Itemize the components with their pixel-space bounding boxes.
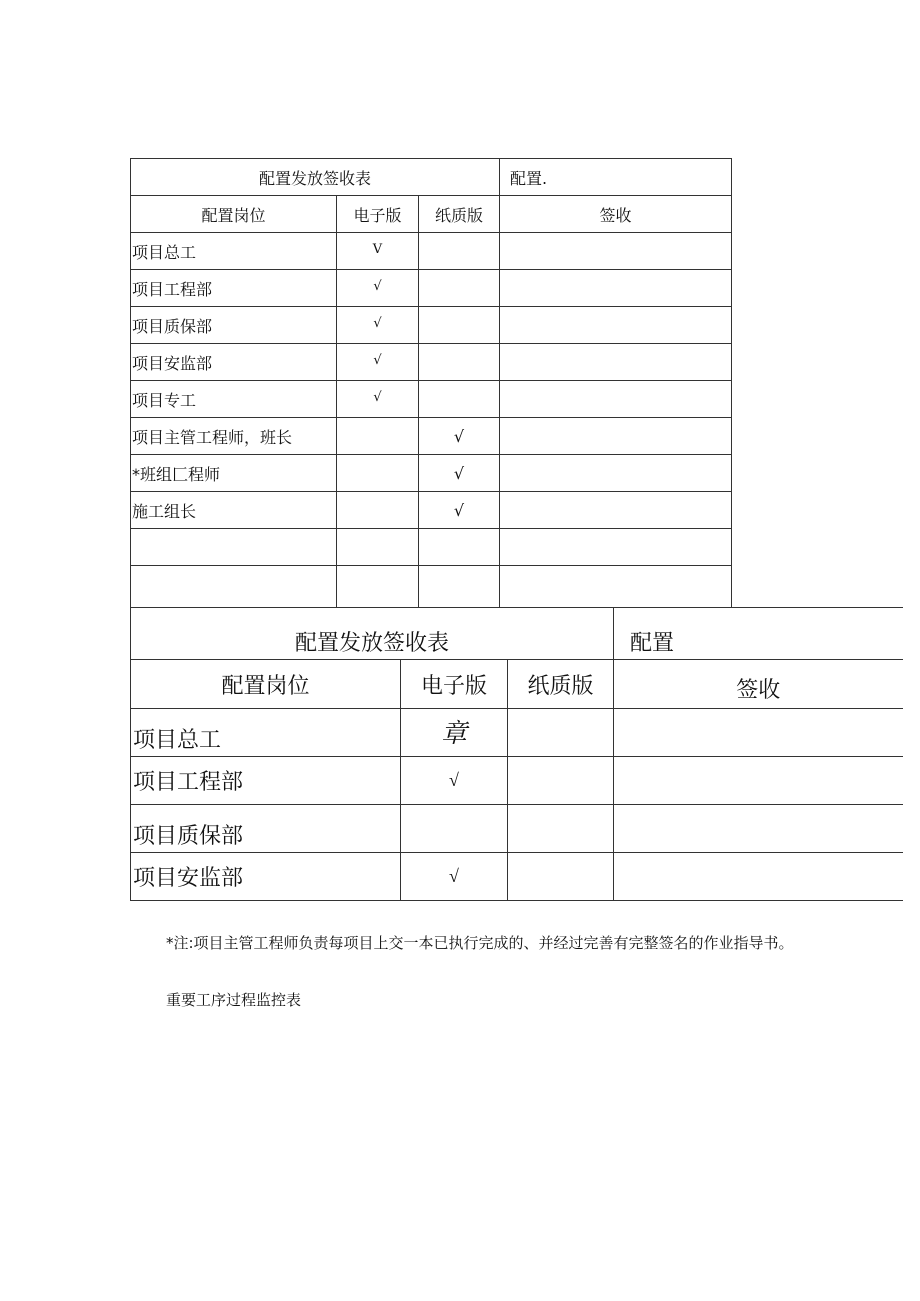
signoff-cell[interactable] [500,529,732,566]
position-cell: 项目质保部 [131,307,337,344]
signoff-cell[interactable] [500,381,732,418]
electronic-cell [337,455,419,492]
electronic-cell [337,529,419,566]
electronic-cell: √ [401,757,508,805]
paper-cell: √ [419,492,500,529]
config-label: 配置 [614,608,903,660]
header-signoff: 签收 [614,660,903,709]
electronic-cell: √ [337,270,419,307]
electronic-cell: √ [337,344,419,381]
paper-cell [508,709,614,757]
signoff-cell[interactable] [614,805,903,853]
position-cell: 项目专工 [131,381,337,418]
electronic-cell [401,805,508,853]
signoff-cell[interactable] [500,344,732,381]
header-position: 配置岗位 [131,660,401,709]
table-row [131,455,732,492]
paper-cell: √ [419,418,500,455]
position-cell [131,529,337,566]
table-row [131,529,732,566]
electronic-cell: √ [337,381,419,418]
paper-cell [508,853,614,901]
signoff-cell[interactable] [500,233,732,270]
paper-cell [419,566,500,608]
table-row [131,270,732,307]
header-position: 配置岗位 [131,196,337,233]
position-cell: 项目总工 [131,233,337,270]
paper-cell [419,344,500,381]
position-cell: 项目安监部 [131,344,337,381]
table-title: 配置发放签收表 [131,608,614,660]
electronic-cell [337,566,419,608]
distribution-signoff-table-1 [130,158,732,608]
table-row [131,492,732,529]
signoff-cell[interactable] [500,566,732,608]
position-cell: 项目工程部 [131,270,337,307]
table-row [131,757,903,805]
signoff-cell[interactable] [500,492,732,529]
position-cell: 项目总工 [131,709,401,757]
position-cell: 项目安监部 [131,853,401,901]
table-row [131,233,732,270]
table-row [131,307,732,344]
paper-cell [419,381,500,418]
header-electronic: 电子版 [337,196,419,233]
signoff-cell[interactable] [614,709,903,757]
paper-cell: √ [419,455,500,492]
electronic-cell: V [337,233,419,270]
position-cell: 项目主管工程师，班长 [131,418,337,455]
signoff-cell[interactable] [500,270,732,307]
table-title: 配置发放签收表 [131,159,500,196]
electronic-cell [337,418,419,455]
paper-cell [419,270,500,307]
table-row [131,853,903,901]
signoff-cell[interactable] [614,757,903,805]
position-cell: 施工组长 [131,492,337,529]
position-cell [131,566,337,608]
paper-cell [508,757,614,805]
header-electronic: 电子版 [401,660,508,709]
paper-cell [419,307,500,344]
table-row [131,381,732,418]
signoff-cell[interactable] [500,455,732,492]
electronic-cell [337,492,419,529]
distribution-signoff-table-2 [130,607,903,901]
table-row [131,805,903,853]
paper-cell [419,233,500,270]
electronic-cell: √ [337,307,419,344]
signoff-cell[interactable] [500,307,732,344]
table-row [131,344,732,381]
position-cell: 项目工程部 [131,757,401,805]
electronic-cell: 章 [401,709,508,757]
signoff-cell[interactable] [500,418,732,455]
position-cell: *班组匚程师 [131,455,337,492]
electronic-cell: √ [401,853,508,901]
table-row [131,418,732,455]
header-signoff: 签收 [500,196,732,233]
header-paper: 纸质版 [419,196,500,233]
signoff-cell[interactable] [614,853,903,901]
section-heading: 重要工序过程监控表 [166,991,302,1009]
paper-cell [419,529,500,566]
config-label: 配置. [500,159,732,196]
table-row [131,709,903,757]
footnote: *注:项目主管工程师负责每项目上交一本已执行完成的、并经过完善有完整签名的作业指导书。 [166,934,794,952]
paper-cell [508,805,614,853]
table-row [131,566,732,608]
position-cell: 项目质保部 [131,805,401,853]
header-paper: 纸质版 [508,660,614,709]
